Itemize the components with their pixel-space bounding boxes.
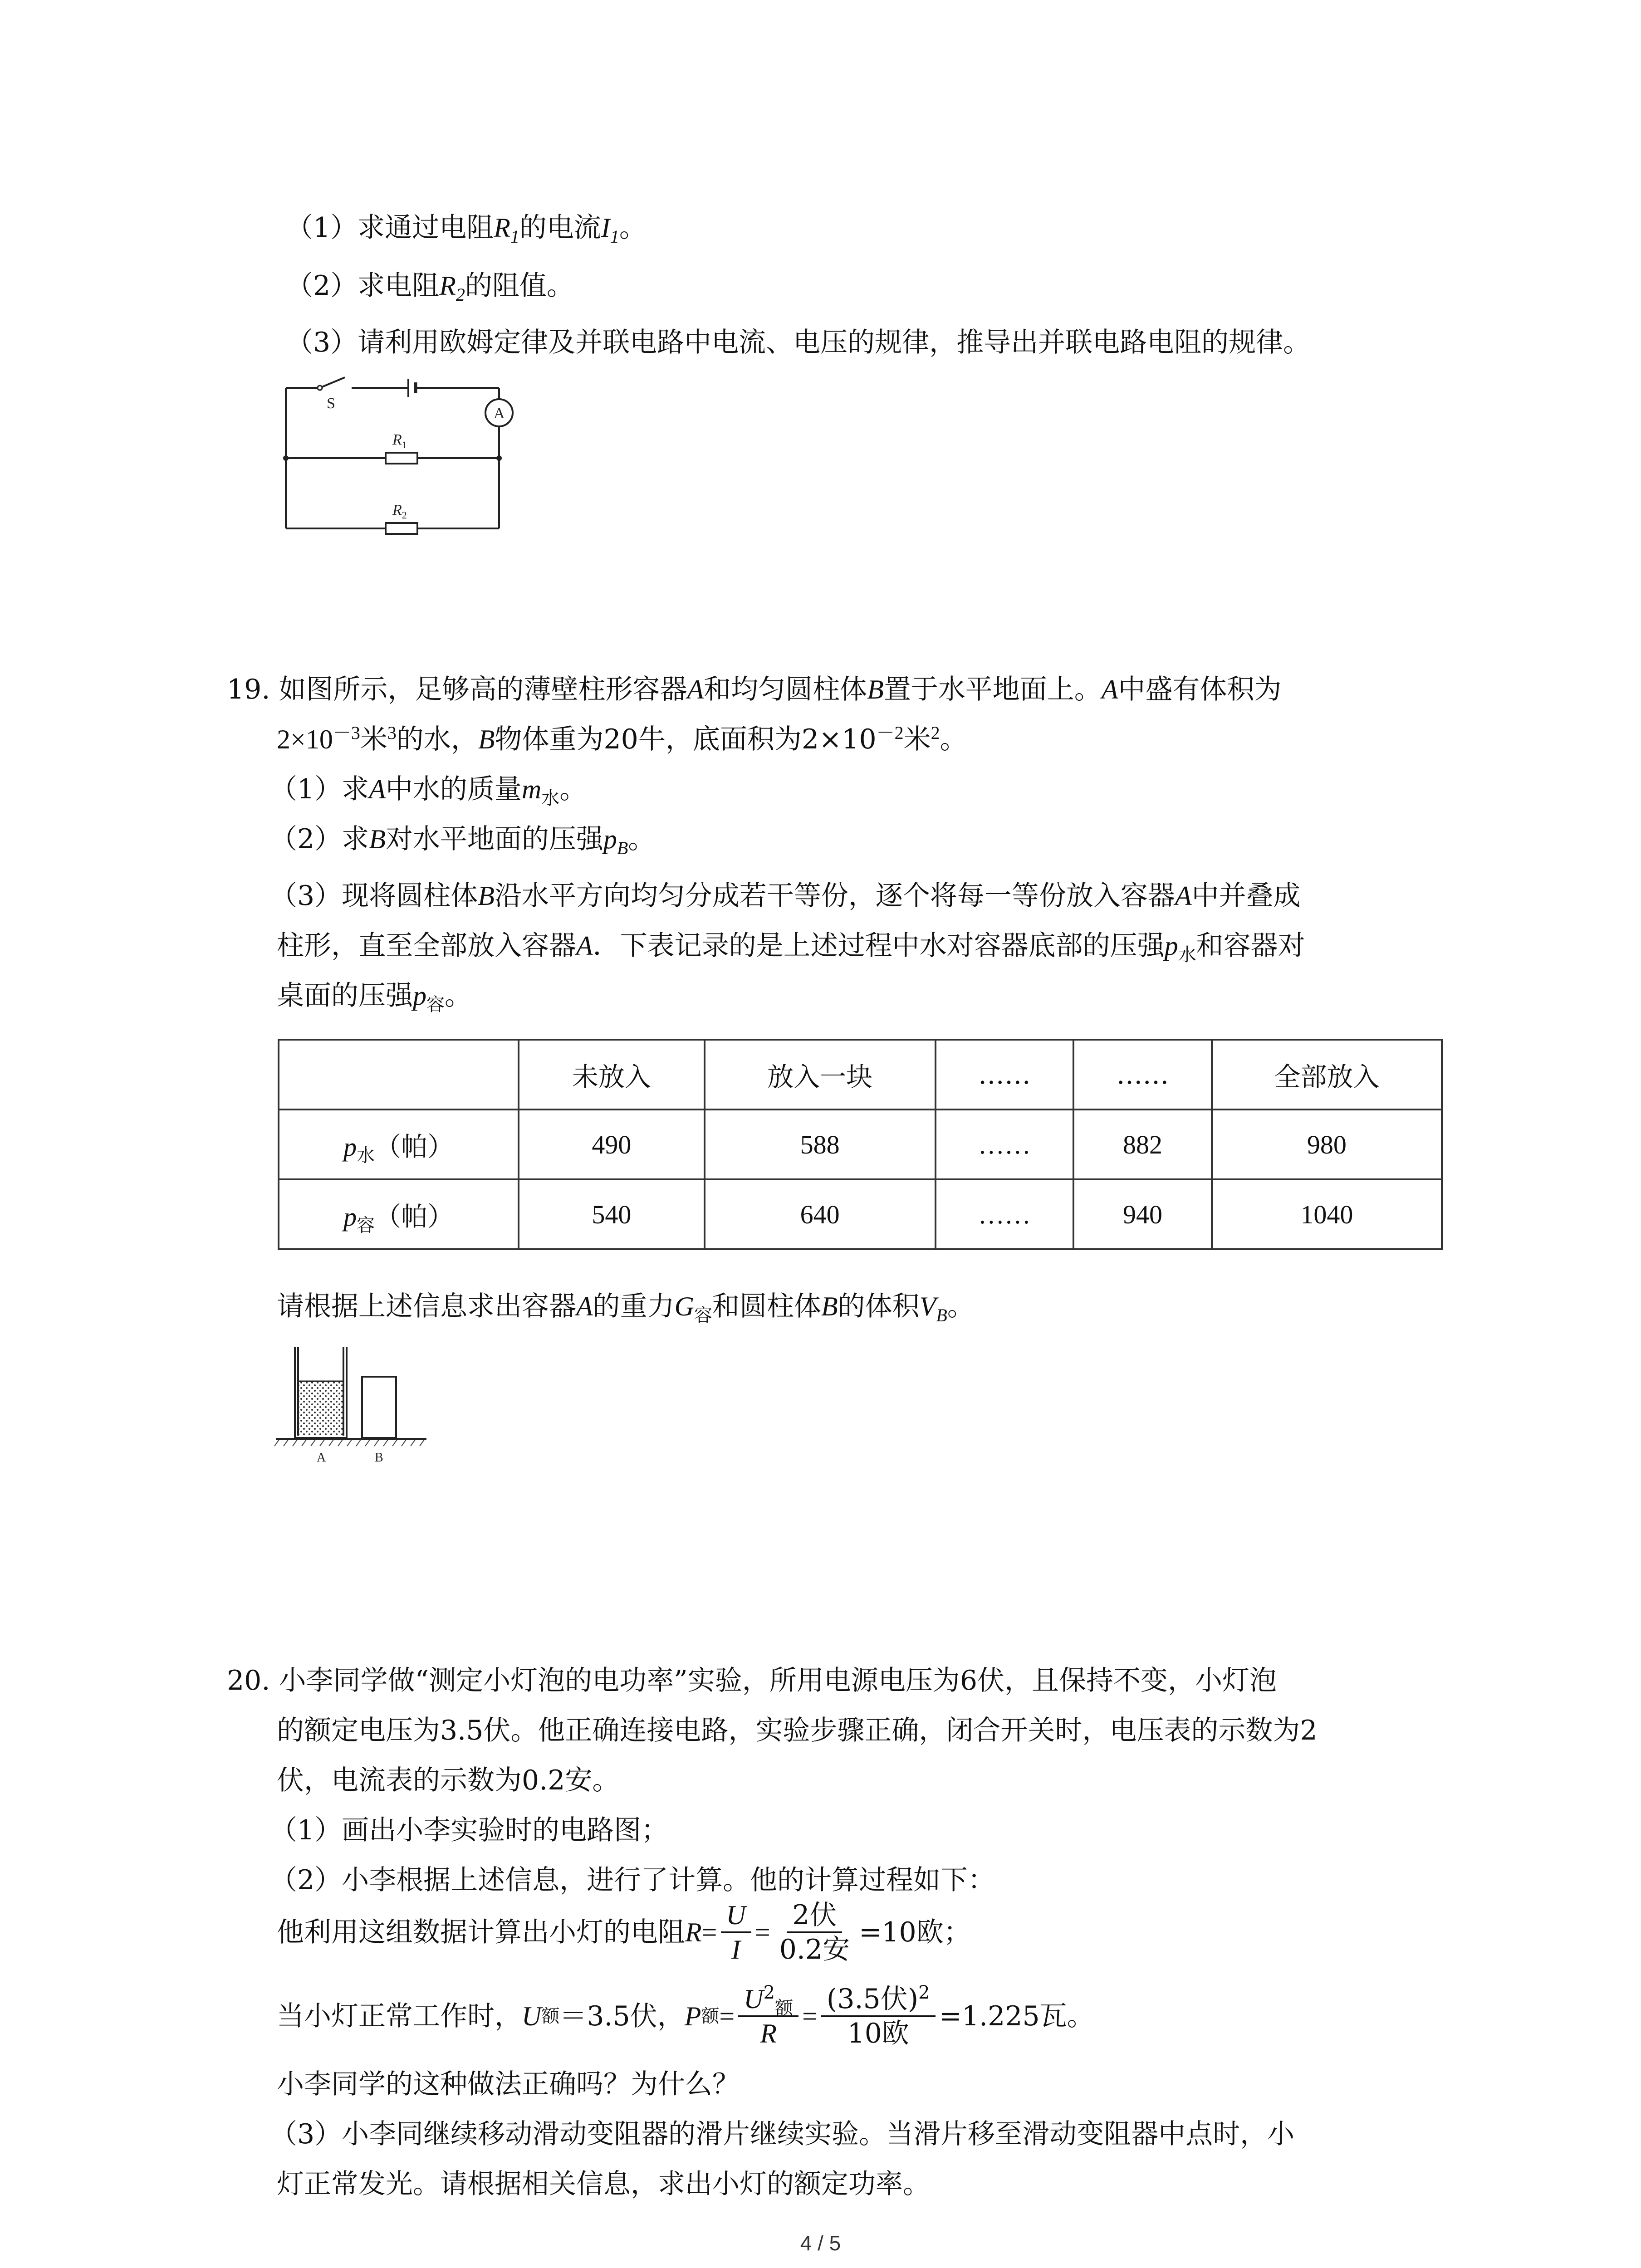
q19-sub3-line2: 柱形，直至全部放入容器A．下表记录的是上述过程中水对容器底部的压强$p_水$和容器对 — [277, 930, 1305, 965]
table-cell: 588 — [705, 1110, 936, 1179]
q20-line2: 的额定电压为3.5伏。他正确连接电路，实验步骤正确，闭合开关时，电压表的示数为2 — [277, 1715, 1318, 1746]
table-header-cell: …… — [936, 1040, 1074, 1110]
table-header-row — [279, 1040, 1442, 1110]
row-label: $p_容$（帕） — [279, 1179, 519, 1249]
q20-sub1: （1）画出小李实验时的电路图； — [270, 1814, 669, 1846]
r1-label: $R_1$ — [392, 431, 407, 450]
container-and-cylinder-figure — [272, 1343, 436, 1474]
page-number: 4 / 5 — [800, 2231, 841, 2255]
fraction-values: $\frac{\text{2伏}}{\text{0.2安}}$ — [779, 1899, 850, 1965]
row-label: $p_水$（帕） — [279, 1110, 519, 1179]
label-a: A — [317, 1451, 326, 1465]
table-header-cell: …… — [1073, 1040, 1212, 1110]
table-header-cell: 未放入 — [519, 1040, 704, 1110]
switch-label: S — [327, 395, 335, 412]
table-cell: 540 — [519, 1179, 704, 1249]
pressure-table — [278, 1039, 1443, 1250]
table-cell: 490 — [519, 1110, 704, 1179]
q19-sub3-line3: 桌面的压强$p_容$。 — [277, 980, 472, 1015]
table-cell: 980 — [1212, 1110, 1442, 1179]
table-cell: 1040 — [1212, 1179, 1442, 1249]
q19-line1: 19. 如图所示，足够高的薄壁柱形容器A和均匀圆柱体B置于水平地面上。A中盛有体积为 — [227, 674, 1282, 705]
q19-sub3-line1: （3）现将圆柱体B沿水平方向均匀分成若干等份，逐个将每一等份放入容器A中并叠成 — [270, 880, 1301, 912]
table-cell: …… — [936, 1110, 1074, 1179]
q19-sub2: （2）求B对水平地面的压强$p_B$。 — [270, 823, 656, 858]
q20-line3: 伏，电流表的示数为0.2安。 — [277, 1765, 620, 1796]
table-header-cell: 放入一块 — [705, 1040, 936, 1110]
table-header-cell — [279, 1040, 519, 1110]
table-cell: 640 — [705, 1179, 936, 1249]
label-b: B — [375, 1451, 383, 1465]
parallel-circuit-diagram — [277, 367, 531, 540]
q20-sub3-line1: （3）小李同继续移动滑动变阻器的滑片继续实验。当滑片移至滑动变阻器中点时，小 — [270, 2118, 1295, 2150]
fraction-u-over-i: $\frac{U}{I}$ — [721, 1899, 751, 1966]
ammeter-label: A — [494, 405, 505, 422]
table-cell: 940 — [1073, 1179, 1212, 1249]
q20-calc1: 他利用这组数据计算出小灯的电阻 R = $\frac{U}{I}$ = $\frac{\text{2伏}}{\text{0.2安}}$ =10欧； — [277, 1899, 971, 1965]
table-row — [279, 1179, 1442, 1249]
q20-sub2: （2）小李根据上述信息，进行了计算。他的计算过程如下： — [270, 1864, 995, 1896]
q20-sub3-line2: 灯正常发光。请根据相关信息，求出小灯的额定功率。 — [277, 2168, 930, 2200]
table-cell: 882 — [1073, 1110, 1212, 1179]
q18-sub2: （2）求电阻$R_2$的阻值。 — [286, 270, 574, 305]
r2-label: $R_2$ — [392, 502, 407, 521]
table-header-cell: 全部放入 — [1212, 1040, 1442, 1110]
table-cell: …… — [936, 1179, 1074, 1249]
q20-calc2: 当小灯正常工作时， U 额 ＝3.5伏， P 额 = $\frac{U^2_额}{R}$ = $\frac{(3.5伏)^2}{\text{10欧}}$ =1.225瓦。 — [277, 1982, 1094, 2049]
q19-ask: 请根据上述信息求出容器A的重力$G_容$和圆柱体B的体积$V_B$。 — [277, 1290, 975, 1326]
fraction-u2-over-r: $\frac{U^2_额}{R}$ — [738, 1983, 798, 2050]
q20-line1: 20. 小李同学做“测定小灯泡的电功率”实验，所用电源电压为6伏，且保持不变，小灯泡 — [227, 1665, 1277, 1696]
q19-sub1: （1）求A中水的质量$m_水$。 — [270, 773, 587, 809]
fraction-power-values: $\frac{(3.5伏)^2}{\text{10欧}}$ — [821, 1983, 936, 2050]
q20-question: 小李同学的这种做法正确吗？为什么？ — [277, 2068, 740, 2100]
q18-sub3: （3）请利用欧姆定律及并联电路中电流、电压的规律，推导出并联电路电阻的规律。 — [286, 327, 1311, 358]
q18-sub1: （1）求通过电阻$R_1$的电流$I_1$。 — [286, 212, 647, 247]
table-row — [279, 1110, 1442, 1179]
q19-line2: $2\times 10^{-3}$米$^3$的水，B物体重为20牛，底面积为$2\times 10^{-2}$米$^2$。 — [277, 723, 967, 755]
